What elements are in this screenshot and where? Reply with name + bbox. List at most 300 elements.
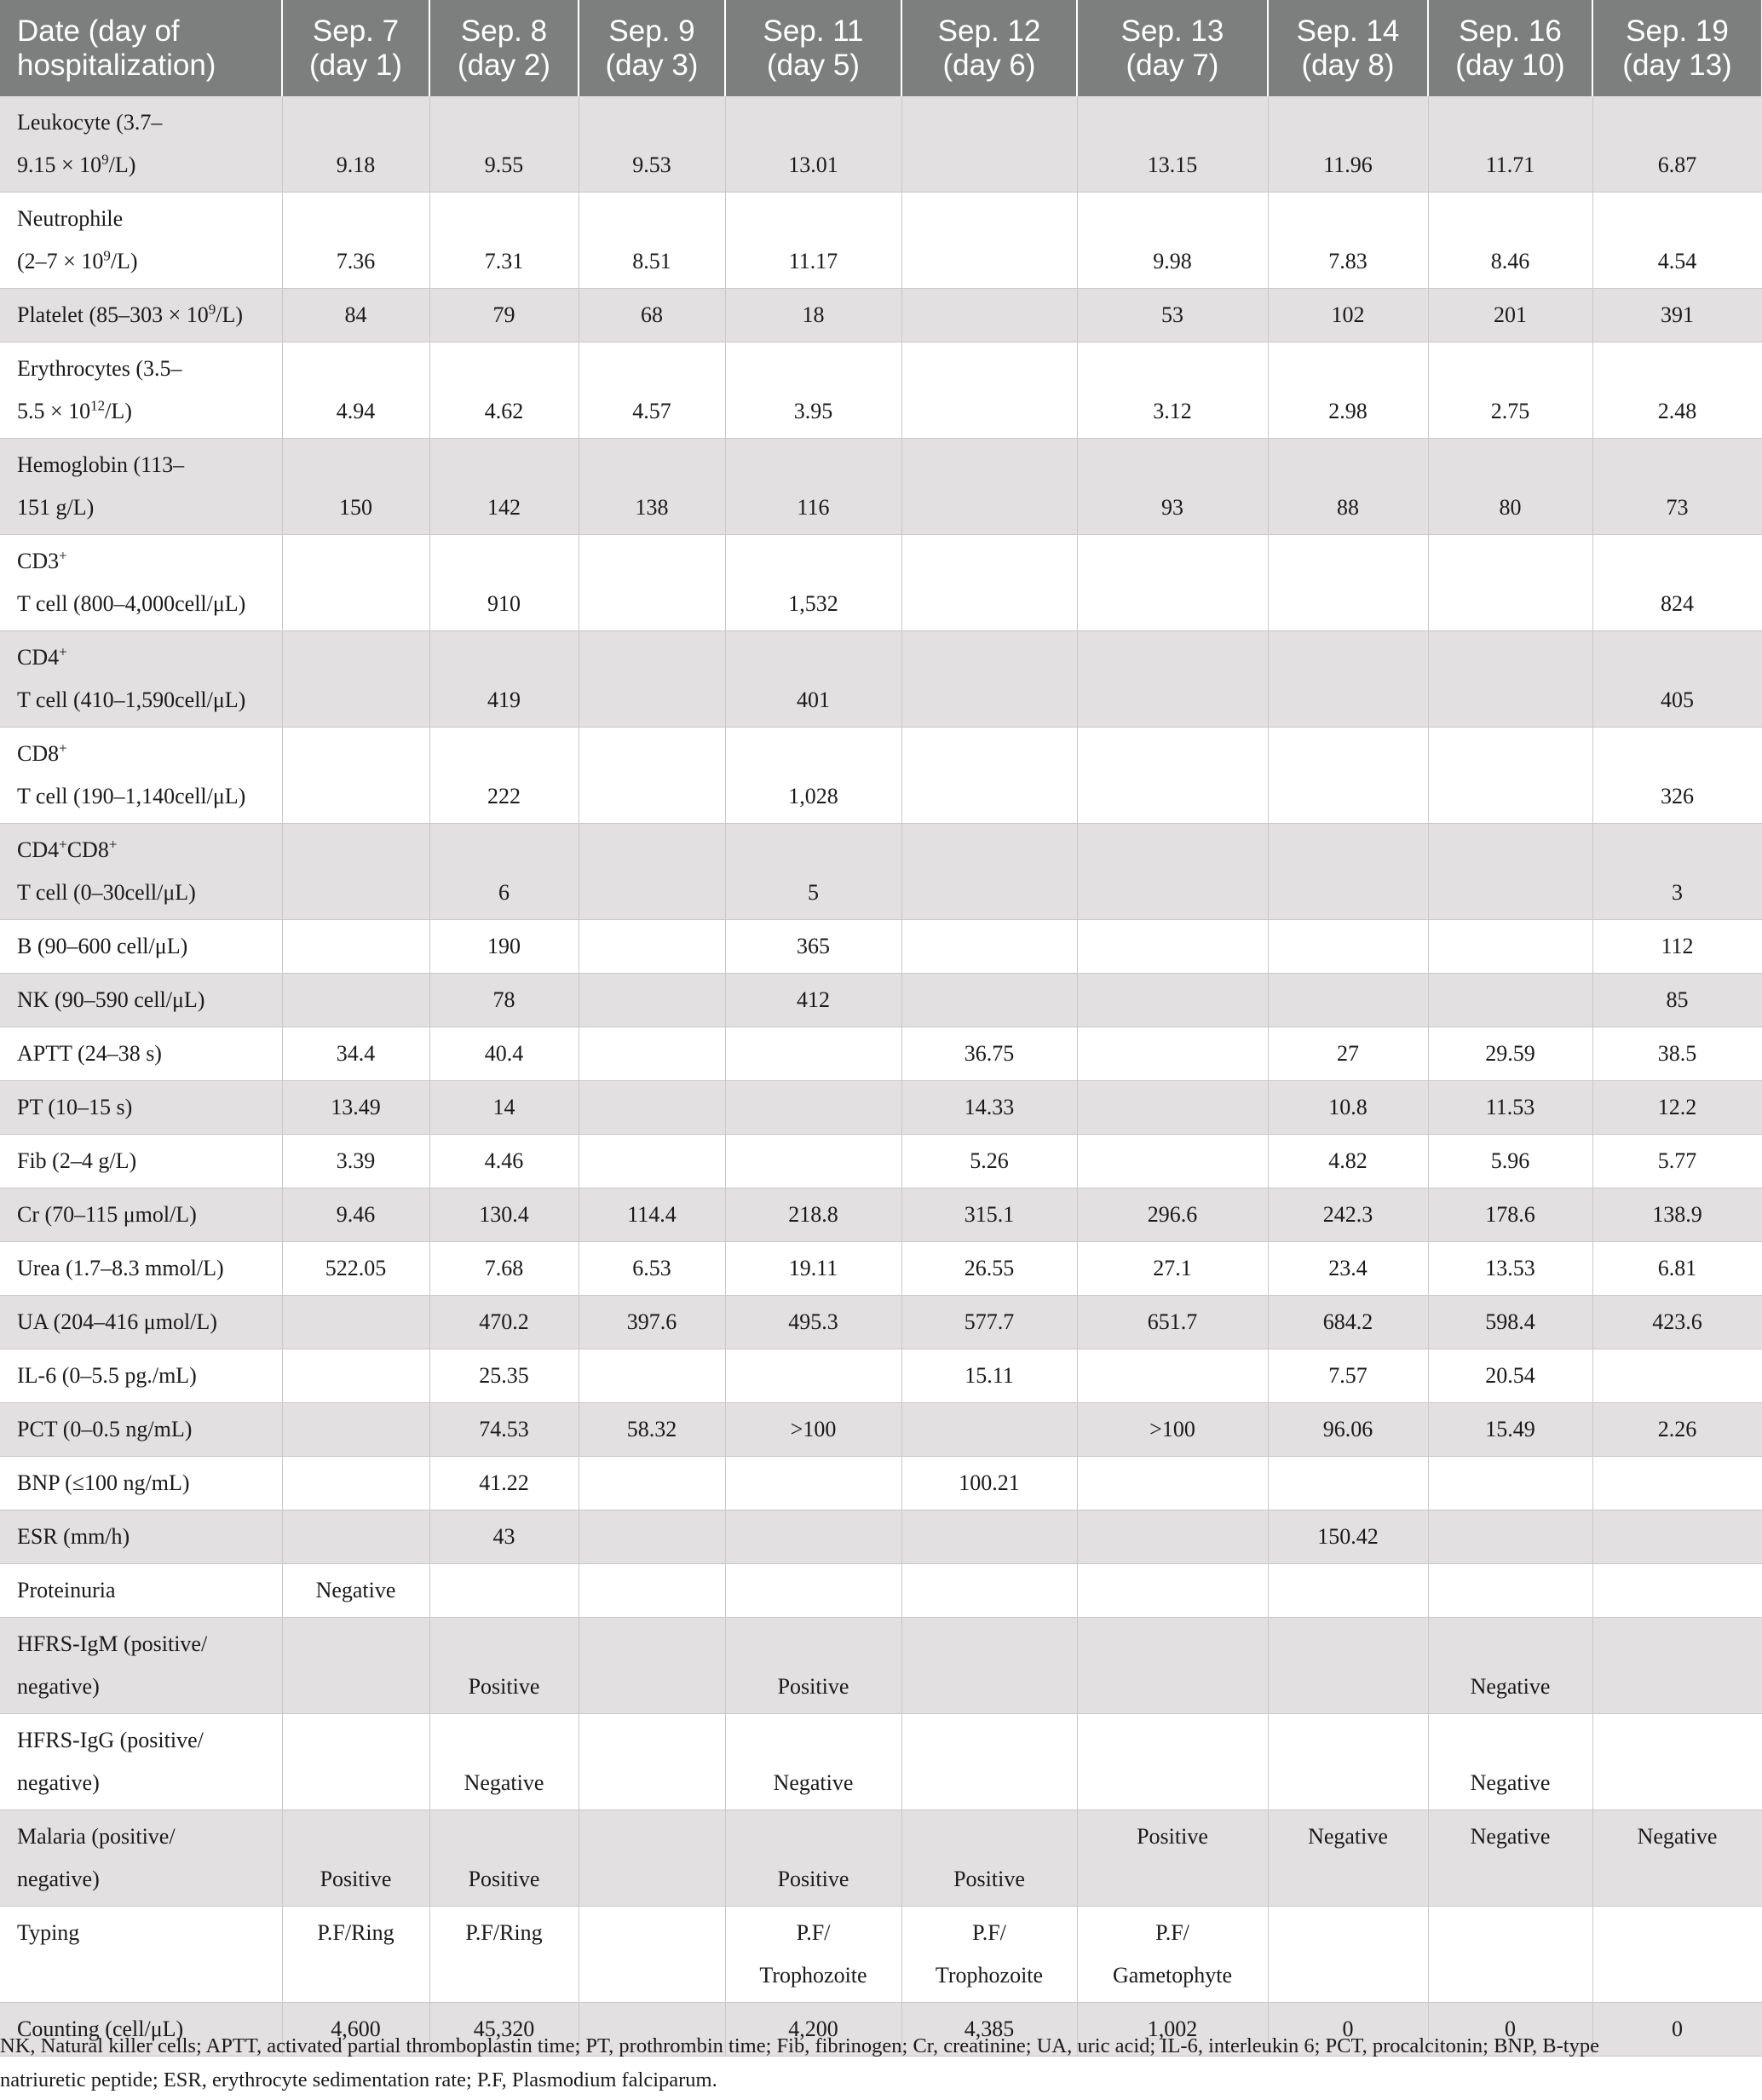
- table-cell: [1077, 535, 1268, 631]
- table-cell: [1592, 1618, 1762, 1714]
- table-cell: 7.36: [282, 193, 429, 289]
- table-cell: 405: [1592, 631, 1762, 728]
- table-cell: 13.15: [1077, 96, 1268, 193]
- label-text: /L): [110, 249, 138, 273]
- table-cell: 296.6: [1077, 1188, 1268, 1242]
- table-cell: [725, 1027, 901, 1081]
- table-cell: [1428, 824, 1592, 920]
- table-cell: 142: [429, 439, 579, 535]
- row-label: [0, 631, 282, 728]
- table-row: [0, 439, 1762, 535]
- table-cell: [1077, 728, 1268, 824]
- table-cell: 27.1: [1077, 1242, 1268, 1296]
- table-row: [0, 824, 1762, 920]
- table-cell: [1268, 824, 1428, 920]
- table-cell: [1428, 1457, 1592, 1510]
- table-cell: 7.83: [1268, 193, 1428, 289]
- table-cell: [1077, 1081, 1268, 1135]
- label-text: PCT (0–0.5 ng/mL): [17, 1417, 193, 1441]
- label-superscript: 9: [103, 247, 111, 264]
- header-sep-14: Sep. 14 (day 8): [1268, 0, 1428, 96]
- label-text: CD4: [17, 645, 60, 670]
- table-cell: 1,532: [725, 535, 901, 631]
- table-cell: [579, 920, 725, 974]
- table-cell: [901, 631, 1077, 728]
- table-cell: [282, 1457, 429, 1510]
- table-cell: 14.33: [901, 1081, 1077, 1135]
- table-cell: Negative: [1428, 1810, 1592, 1907]
- table-cell: [901, 974, 1077, 1027]
- table-cell: [1592, 1564, 1762, 1618]
- table-cell: 684.2: [1268, 1296, 1428, 1349]
- table-cell: 6.53: [579, 1242, 725, 1296]
- label-text: Leukocyte (3.7–: [17, 110, 163, 135]
- label-text: /L): [105, 399, 132, 423]
- table-cell: 53: [1077, 289, 1268, 342]
- table-cell: 4,600: [282, 2003, 429, 2057]
- table-cell: 6.87: [1592, 96, 1762, 193]
- table-cell: 242.3: [1268, 1188, 1428, 1242]
- table-cell: 78: [429, 974, 579, 1027]
- table-cell: 326: [1592, 728, 1762, 824]
- table-cell: 9.46: [282, 1188, 429, 1242]
- table-cell: 190: [429, 920, 579, 974]
- table-cell: 73: [1592, 439, 1762, 535]
- table-cell: [282, 1349, 429, 1403]
- table-cell: 25.35: [429, 1349, 579, 1403]
- table-cell: [579, 1714, 725, 1810]
- table-row: [0, 289, 1762, 342]
- table-cell: 15.49: [1428, 1403, 1592, 1457]
- table-cell: 18: [725, 289, 901, 342]
- table-cell: 85: [1592, 974, 1762, 1027]
- table-cell: [901, 1907, 1077, 2003]
- table-row: [0, 1135, 1762, 1188]
- table-cell: 391: [1592, 289, 1762, 342]
- table-row: [0, 1296, 1762, 1349]
- label-text: cell/μL): [175, 688, 246, 712]
- table-cell: [901, 193, 1077, 289]
- table-cell: Positive: [725, 1810, 901, 1907]
- table-cell: [1077, 1907, 1268, 2003]
- table-cell: 27: [1268, 1027, 1428, 1081]
- table-cell: [579, 1027, 725, 1081]
- label-superscript: +: [59, 836, 67, 853]
- table-cell: [901, 96, 1077, 193]
- label-text: CD3: [17, 549, 60, 573]
- row-label: [0, 1242, 282, 1296]
- table-cell: [1077, 1027, 1268, 1081]
- table-cell: [1077, 1564, 1268, 1618]
- table-row: [0, 728, 1762, 824]
- row-label: [0, 1403, 282, 1457]
- row-label: [0, 824, 282, 920]
- table-cell: 138: [579, 439, 725, 535]
- footnote-line-2: natriuretic peptide; ESR, erythrocyte sedimentation rate; P.F, Plasmodium falciparum.: [0, 2068, 717, 2091]
- table-cell: [901, 1714, 1077, 1810]
- label-text: CD4: [17, 837, 60, 862]
- table-cell: 93: [1077, 439, 1268, 535]
- table-cell: 1,002: [1077, 2003, 1268, 2057]
- table-cell: 0: [1592, 2003, 1762, 2057]
- table-cell: 7.68: [429, 1242, 579, 1296]
- table-cell: 9.18: [282, 96, 429, 193]
- table-cell: [725, 1457, 901, 1510]
- table-cell: 651.7: [1077, 1296, 1268, 1349]
- table-cell: 23.4: [1268, 1242, 1428, 1296]
- table-cell: P.F/Ring: [282, 1907, 429, 2003]
- table-cell: 5.96: [1428, 1135, 1592, 1188]
- table-row: [0, 1907, 1762, 2003]
- label-text: CD8: [66, 837, 109, 862]
- table-cell: Positive: [1077, 1810, 1268, 1907]
- table-cell: 26.55: [901, 1242, 1077, 1296]
- table-cell: [579, 1510, 725, 1564]
- table-cell: [1077, 1510, 1268, 1564]
- header-sep-8: Sep. 8 (day 2): [429, 0, 579, 96]
- header-sep-13: Sep. 13 (day 7): [1077, 0, 1268, 96]
- table-cell: 4,200: [725, 2003, 901, 2057]
- table-cell: 470.2: [429, 1296, 579, 1349]
- table-cell: 36.75: [901, 1027, 1077, 1081]
- table-cell: Negative: [1428, 1714, 1592, 1810]
- header-sep-12: Sep. 12 (day 6): [901, 0, 1077, 96]
- row-label: [0, 342, 282, 439]
- table-cell: [282, 1618, 429, 1714]
- table-row: [0, 1027, 1762, 1081]
- table-cell: 41.22: [429, 1457, 579, 1510]
- table-cell: [1592, 1714, 1762, 1810]
- table-row: [0, 1242, 1762, 1296]
- table-cell: 577.7: [901, 1296, 1077, 1349]
- table-cell: [901, 342, 1077, 439]
- table-cell: 218.8: [725, 1188, 901, 1242]
- table-row: [0, 535, 1762, 631]
- table-cell: >100: [1077, 1403, 1268, 1457]
- table-cell: 13.49: [282, 1081, 429, 1135]
- label-superscript: 9: [101, 151, 109, 168]
- table-cell: 7.31: [429, 193, 579, 289]
- table-cell: 58.32: [579, 1403, 725, 1457]
- table-cell: 201: [1428, 289, 1592, 342]
- table-cell: 150: [282, 439, 429, 535]
- table-cell: [1428, 631, 1592, 728]
- label-superscript: +: [108, 836, 118, 853]
- table-cell: 365: [725, 920, 901, 974]
- table-cell: Negative: [725, 1714, 901, 1810]
- table-cell: [901, 1618, 1077, 1714]
- table-cell: [1268, 1618, 1428, 1714]
- table-cell: [579, 1135, 725, 1188]
- table-cell: Negative: [1268, 1810, 1428, 1907]
- row-label: [0, 1907, 282, 2003]
- label-superscript: 9: [208, 301, 216, 318]
- row-label: [0, 96, 282, 193]
- table-cell: 598.4: [1428, 1296, 1592, 1349]
- header-date: Date (day of hospitalization): [0, 0, 282, 96]
- table-cell: [1592, 1907, 1762, 2003]
- table-cell: [725, 1907, 901, 2003]
- table-cell: 3.39: [282, 1135, 429, 1188]
- table-cell: 397.6: [579, 1296, 725, 1349]
- table-cell: [901, 1403, 1077, 1457]
- table-cell: 419: [429, 631, 579, 728]
- table-cell: [579, 1907, 725, 2003]
- table-cell: [1428, 974, 1592, 1027]
- cell-text-line: P.F/: [1155, 1920, 1189, 1945]
- table-cell: [282, 974, 429, 1027]
- label-text: Fib (2–4 g/L): [17, 1148, 137, 1173]
- table-cell: 2.26: [1592, 1403, 1762, 1457]
- table-cell: [282, 920, 429, 974]
- row-label: [0, 535, 282, 631]
- table-cell: [579, 535, 725, 631]
- table-cell: Positive: [725, 1618, 901, 1714]
- label-text: T cell (0–30: [17, 880, 125, 905]
- table-row: [0, 1457, 1762, 1510]
- label-text: CD8: [17, 741, 60, 766]
- label-text: Proteinuria: [17, 1578, 116, 1602]
- table-cell: [579, 1564, 725, 1618]
- row-label: [0, 1564, 282, 1618]
- table-cell: 222: [429, 728, 579, 824]
- table-cell: 178.6: [1428, 1188, 1592, 1242]
- label-text: /L): [108, 152, 136, 177]
- table-cell: Negative: [1428, 1618, 1592, 1714]
- table-cell: [1077, 1618, 1268, 1714]
- table-cell: 74.53: [429, 1403, 579, 1457]
- label-text: B (90–600 cell/μL): [17, 934, 188, 958]
- label-text: 5.5 × 10: [17, 399, 91, 423]
- table-cell: [1592, 1457, 1762, 1510]
- table-cell: [1077, 1714, 1268, 1810]
- table-cell: 14: [429, 1081, 579, 1135]
- header-row: [0, 0, 1762, 96]
- label-text: APTT (24–38 s): [17, 1041, 162, 1066]
- row-label: [0, 1714, 282, 1810]
- row-label: [0, 1349, 282, 1403]
- table-cell: [725, 1564, 901, 1618]
- table-cell: [1077, 824, 1268, 920]
- table-cell: 6.81: [1592, 1242, 1762, 1296]
- table-cell: [1428, 1510, 1592, 1564]
- table-cell: [1268, 920, 1428, 974]
- table-cell: >100: [725, 1403, 901, 1457]
- table-cell: 1,028: [725, 728, 901, 824]
- table-cell: 5.26: [901, 1135, 1077, 1188]
- table-row: [0, 1810, 1762, 1907]
- label-text: T cell (800–4,000: [17, 591, 176, 616]
- table-cell: 7.57: [1268, 1349, 1428, 1403]
- table-cell: 3: [1592, 824, 1762, 920]
- table-cell: [901, 1510, 1077, 1564]
- table-row: [0, 1618, 1762, 1714]
- table-cell: [901, 439, 1077, 535]
- table-row: [0, 1714, 1762, 1810]
- label-text: HFRS-IgG (positive/: [17, 1728, 204, 1752]
- table-cell: 8.51: [579, 193, 725, 289]
- table-cell: 20.54: [1428, 1349, 1592, 1403]
- table-cell: 11.53: [1428, 1081, 1592, 1135]
- cell-text-line: Trophozoite: [759, 1963, 867, 1988]
- row-label: [0, 920, 282, 974]
- label-superscript: +: [59, 739, 67, 757]
- table-cell: [579, 1349, 725, 1403]
- table-body: [0, 96, 1762, 2057]
- table-cell: [1077, 631, 1268, 728]
- table-cell: [1268, 1714, 1428, 1810]
- label-text: ESR (mm/h): [17, 1524, 130, 1549]
- cell-text-line: Gametophyte: [1112, 1963, 1233, 1988]
- table-cell: 4.82: [1268, 1135, 1428, 1188]
- label-superscript: 12: [90, 397, 106, 414]
- table-cell: [282, 1403, 429, 1457]
- table-cell: [282, 1510, 429, 1564]
- row-label: [0, 193, 282, 289]
- label-text: Cr (70–115 μmol/L): [17, 1202, 197, 1227]
- table-cell: [579, 728, 725, 824]
- table-cell: [282, 631, 429, 728]
- table-cell: [1268, 728, 1428, 824]
- row-label: [0, 289, 282, 342]
- table-cell: 401: [725, 631, 901, 728]
- table-cell: [1077, 1457, 1268, 1510]
- table-cell: [1428, 1907, 1592, 2003]
- table-cell: 29.59: [1428, 1027, 1592, 1081]
- row-label: [0, 1188, 282, 1242]
- table-cell: 495.3: [725, 1296, 901, 1349]
- table-cell: [1077, 974, 1268, 1027]
- table-cell: [901, 535, 1077, 631]
- table-cell: 84: [282, 289, 429, 342]
- table-cell: 11.71: [1428, 96, 1592, 193]
- table-cell: [1268, 1457, 1428, 1510]
- label-text: cell/μL): [175, 591, 246, 616]
- table-cell: 824: [1592, 535, 1762, 631]
- header-sep-9: Sep. 9 (day 3): [579, 0, 725, 96]
- label-text: (2–7 × 10: [17, 249, 104, 273]
- table-cell: 0: [1428, 2003, 1592, 2057]
- label-text: T cell (190–1,140: [17, 784, 176, 808]
- table-row: [0, 193, 1762, 289]
- table-cell: [901, 728, 1077, 824]
- label-superscript: +: [59, 643, 67, 660]
- row-label: [0, 974, 282, 1027]
- label-text: cell/μL): [175, 784, 246, 808]
- label-text: BNP (≤100 ng/mL): [17, 1470, 190, 1495]
- table-cell: 5: [725, 824, 901, 920]
- cell-text-line: P.F/: [796, 1920, 831, 1945]
- header-sep-11: Sep. 11 (day 5): [725, 0, 901, 96]
- table-header: [0, 0, 1762, 96]
- table-cell: [725, 1510, 901, 1564]
- table-row: [0, 1081, 1762, 1135]
- table-cell: [1077, 920, 1268, 974]
- table-cell: [901, 1564, 1077, 1618]
- table-cell: [282, 824, 429, 920]
- label-text: IL-6 (0–5.5 pg./mL): [17, 1363, 197, 1388]
- table-cell: 2.48: [1592, 342, 1762, 439]
- table-cell: 315.1: [901, 1188, 1077, 1242]
- table-cell: 4.57: [579, 342, 725, 439]
- footnote-line-1: NK, Natural killer cells; APTT, activated partial thromboplastin time; PT, prothrombin time; Fib, fibrinogen; Cr, creatinine; UA, uric acid; IL-6, interleukin 6; PCT, procalcitonin; BNP, B-type: [0, 2034, 1599, 2057]
- table-cell: 138.9: [1592, 1188, 1762, 1242]
- label-text: Neutrophile: [17, 206, 124, 231]
- table-cell: 4.46: [429, 1135, 579, 1188]
- label-text: Hemoglobin (113–: [17, 452, 185, 477]
- table-cell: P.F/Ring: [429, 1907, 579, 2003]
- table-cell: 9.55: [429, 96, 579, 193]
- table-cell: 4,385: [901, 2003, 1077, 2057]
- table-cell: [1077, 1135, 1268, 1188]
- table-cell: 5.77: [1592, 1135, 1762, 1188]
- table-cell: [725, 1135, 901, 1188]
- table-cell: Positive: [282, 1810, 429, 1907]
- table-cell: [579, 974, 725, 1027]
- table-cell: 9.98: [1077, 193, 1268, 289]
- table-cell: 96.06: [1268, 1403, 1428, 1457]
- table-cell: 45,320: [429, 2003, 579, 2057]
- table-cell: [1268, 974, 1428, 1027]
- table-cell: 100.21: [901, 1457, 1077, 1510]
- table-row: [0, 342, 1762, 439]
- label-text: negative): [17, 1674, 100, 1699]
- table-cell: [579, 631, 725, 728]
- table-cell: 12.2: [1592, 1081, 1762, 1135]
- table-row: [0, 1564, 1762, 1618]
- table-cell: 11.96: [1268, 96, 1428, 193]
- table-cell: Negative: [1592, 1810, 1762, 1907]
- table-cell: 130.4: [429, 1188, 579, 1242]
- label-text: /L): [216, 302, 244, 327]
- row-label: [0, 1457, 282, 1510]
- table-cell: 79: [429, 289, 579, 342]
- table-cell: 910: [429, 535, 579, 631]
- table-cell: 15.11: [901, 1349, 1077, 1403]
- row-label: [0, 1510, 282, 1564]
- table-cell: 423.6: [1592, 1296, 1762, 1349]
- table-cell: [579, 1618, 725, 1714]
- label-text: NK (90–590 cell/μL): [17, 987, 205, 1012]
- table-cell: 4.94: [282, 342, 429, 439]
- label-text: Platelet (85–303 × 10: [17, 302, 209, 327]
- label-text: Malaria (positive/: [17, 1824, 176, 1849]
- label-text: UA (204–416 μmol/L): [17, 1309, 217, 1334]
- table-cell: 116: [725, 439, 901, 535]
- table-cell: [579, 1457, 725, 1510]
- table-cell: [1428, 1564, 1592, 1618]
- table-cell: 13.53: [1428, 1242, 1592, 1296]
- header-sep-19: Sep. 19 (day 13): [1592, 0, 1762, 96]
- table-cell: [282, 728, 429, 824]
- table-row: [0, 974, 1762, 1027]
- table-cell: 2.75: [1428, 342, 1592, 439]
- table-cell: 34.4: [282, 1027, 429, 1081]
- table-cell: 2.98: [1268, 342, 1428, 439]
- table-cell: [282, 1296, 429, 1349]
- table-cell: 4.54: [1592, 193, 1762, 289]
- table-cell: [1268, 1564, 1428, 1618]
- table-cell: 0: [1268, 2003, 1428, 2057]
- table-cell: 80: [1428, 439, 1592, 535]
- table-cell: 68: [579, 289, 725, 342]
- table-cell: [282, 1714, 429, 1810]
- table-cell: 11.17: [725, 193, 901, 289]
- cell-text-line: P.F/: [972, 1920, 1006, 1945]
- table-cell: 4.62: [429, 342, 579, 439]
- table-cell: [1428, 728, 1592, 824]
- table-cell: [1268, 631, 1428, 728]
